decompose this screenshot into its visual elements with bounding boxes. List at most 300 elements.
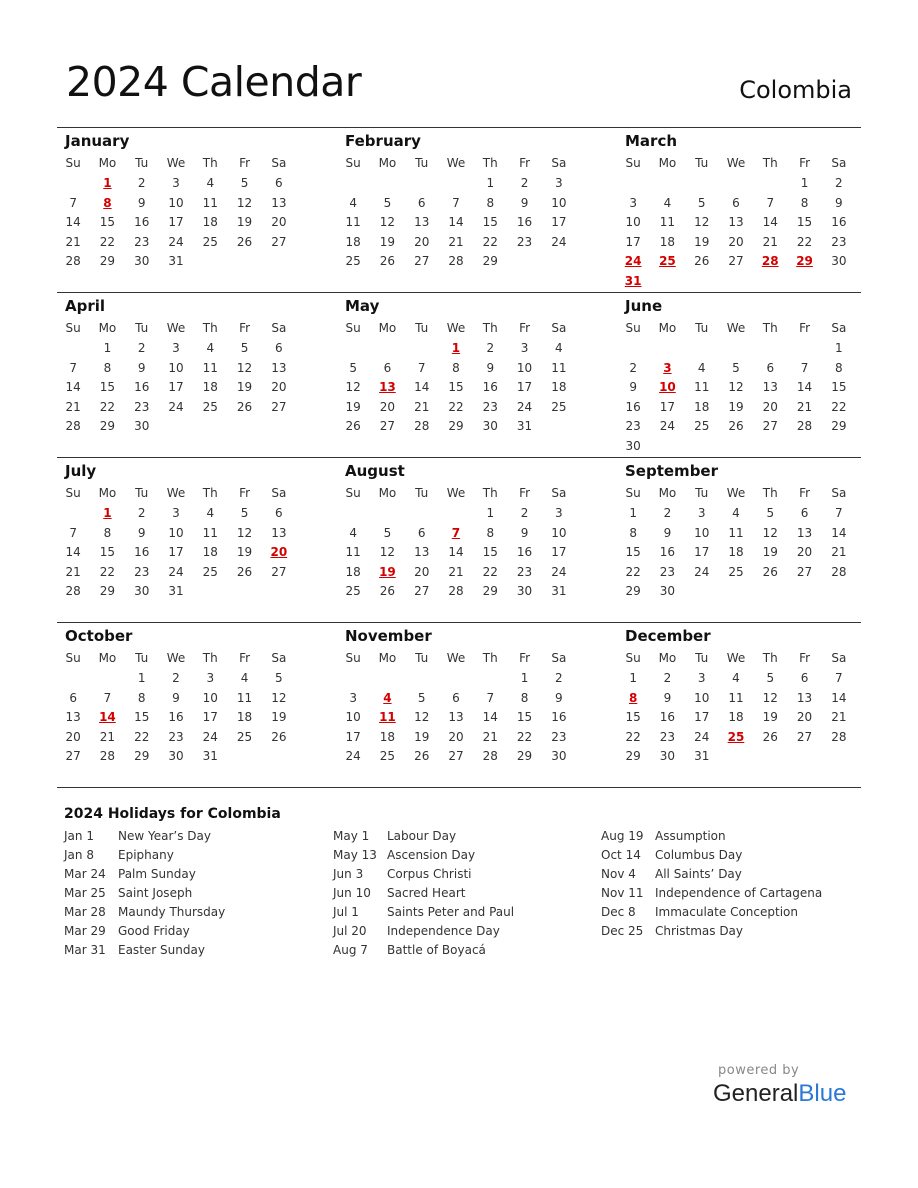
day-cell: 16 bbox=[168, 710, 184, 725]
day-cell bbox=[685, 339, 719, 359]
week-row bbox=[56, 582, 296, 602]
weekday-label: Mo bbox=[378, 321, 397, 335]
weekday-label: Sa bbox=[831, 321, 847, 335]
week-row bbox=[56, 339, 296, 359]
day-cell: 12 bbox=[762, 525, 778, 540]
day-cell: 26 bbox=[236, 234, 253, 249]
holiday-day-cell: 10 bbox=[659, 380, 676, 395]
day-cell: 9 bbox=[172, 690, 180, 705]
day-cell: 26 bbox=[728, 419, 744, 434]
day-cell: 23 bbox=[516, 564, 533, 579]
weekday-label: Fr bbox=[519, 486, 531, 500]
day-cell bbox=[753, 174, 787, 194]
day-cell: 6 bbox=[275, 506, 283, 520]
day-cell: 22 bbox=[99, 564, 116, 579]
week-row bbox=[616, 213, 856, 233]
holiday-day-cell: 4 bbox=[383, 690, 392, 705]
week-row bbox=[336, 504, 576, 524]
day-cell: 3 bbox=[555, 176, 563, 190]
day-cell: 19 bbox=[414, 729, 430, 744]
page-title: 2024 Calendar bbox=[66, 58, 362, 106]
holiday-item bbox=[601, 922, 822, 941]
day-cell: 14 bbox=[762, 215, 778, 230]
weekday-label: Sa bbox=[551, 321, 567, 335]
day-cell: 8 bbox=[452, 360, 460, 375]
week-row bbox=[616, 233, 856, 253]
day-cell: 18 bbox=[236, 710, 253, 725]
week-row bbox=[56, 504, 296, 524]
weekday-label: Th bbox=[762, 651, 778, 665]
day-cell: 12 bbox=[271, 690, 287, 705]
holiday-date: Aug 7 bbox=[333, 943, 368, 957]
day-cell: 8 bbox=[835, 360, 843, 375]
holidays-column bbox=[333, 827, 514, 960]
month-february bbox=[336, 130, 576, 272]
weekday-label: We bbox=[726, 486, 746, 500]
weekday-label: Th bbox=[202, 156, 218, 170]
week-row bbox=[616, 174, 856, 194]
day-cell: 11 bbox=[202, 360, 218, 375]
holiday-date: Aug 19 bbox=[601, 829, 644, 843]
week-row bbox=[56, 669, 296, 689]
day-cell: 17 bbox=[551, 215, 567, 230]
day-cell: 18 bbox=[202, 545, 218, 560]
day-cell: 2 bbox=[520, 506, 529, 520]
holiday-item bbox=[64, 922, 225, 941]
day-cell bbox=[542, 417, 576, 437]
day-cell: 9 bbox=[520, 525, 529, 540]
day-cell: 28 bbox=[99, 749, 116, 764]
weekday-label: Mo bbox=[98, 486, 117, 500]
week-row bbox=[336, 378, 576, 398]
day-cell bbox=[405, 339, 439, 359]
day-cell bbox=[753, 437, 787, 457]
weekday-label: Sa bbox=[271, 321, 287, 335]
day-cell: 18 bbox=[728, 710, 744, 725]
day-cell: 6 bbox=[383, 360, 392, 375]
day-cell: 13 bbox=[271, 525, 287, 540]
holiday-name: Palm Sunday bbox=[118, 867, 196, 881]
day-cell bbox=[262, 747, 296, 767]
week-row bbox=[56, 543, 296, 563]
day-cell: 10 bbox=[551, 195, 567, 210]
day-cell: 6 bbox=[275, 176, 283, 190]
day-cell: 18 bbox=[345, 564, 361, 579]
holiday-date: Nov 4 bbox=[601, 867, 636, 881]
day-cell: 2 bbox=[137, 506, 146, 520]
holiday-name: Saints Peter and Paul bbox=[387, 905, 515, 919]
day-cell: 20 bbox=[65, 729, 81, 744]
weekday-label: Tu bbox=[415, 486, 429, 500]
day-cell: 12 bbox=[379, 545, 396, 560]
weekday-label: Tu bbox=[135, 321, 149, 335]
day-cell: 9 bbox=[663, 525, 672, 540]
holiday-day-cell: 8 bbox=[628, 690, 638, 705]
weekday-header bbox=[616, 317, 856, 339]
weekday-label: Sa bbox=[271, 156, 287, 170]
brand-text-blue: Blue bbox=[798, 1080, 847, 1107]
day-cell: 10 bbox=[625, 215, 641, 230]
week-row bbox=[56, 378, 296, 398]
day-cell bbox=[787, 582, 821, 602]
day-cell: 24 bbox=[202, 729, 218, 744]
holiday-name: Labour Day bbox=[387, 829, 457, 843]
day-cell: 31 bbox=[516, 419, 533, 434]
day-cell: 12 bbox=[236, 195, 253, 210]
day-cell: 3 bbox=[172, 341, 180, 355]
day-cell: 1 bbox=[486, 176, 495, 190]
day-cell: 4 bbox=[206, 506, 215, 520]
day-cell bbox=[405, 504, 439, 524]
weekday-label: Sa bbox=[551, 486, 567, 500]
day-cell: 29 bbox=[134, 749, 150, 764]
day-cell: 21 bbox=[448, 234, 464, 249]
holiday-name: Saint Joseph bbox=[118, 886, 193, 900]
week-row bbox=[56, 233, 296, 253]
day-cell: 6 bbox=[732, 195, 740, 210]
holiday-day-cell: 24 bbox=[624, 254, 642, 269]
holiday-date: May 1 bbox=[333, 829, 370, 843]
day-cell: 8 bbox=[800, 195, 809, 210]
day-cell: 23 bbox=[551, 729, 567, 744]
day-cell: 20 bbox=[271, 380, 287, 395]
day-cell: 4 bbox=[555, 341, 563, 355]
holiday-date: Jul 1 bbox=[333, 905, 359, 919]
day-cell bbox=[193, 582, 227, 602]
day-cell: 9 bbox=[520, 195, 529, 210]
day-cell: 13 bbox=[65, 710, 81, 725]
day-cell bbox=[685, 174, 719, 194]
weekday-header bbox=[616, 647, 856, 669]
week-row bbox=[336, 708, 576, 728]
divider bbox=[57, 127, 861, 128]
day-cell: 4 bbox=[663, 195, 672, 210]
weekday-label: Fr bbox=[799, 156, 811, 170]
weekday-label: Su bbox=[625, 486, 641, 500]
weekday-header bbox=[336, 647, 576, 669]
weekday-label: Sa bbox=[271, 486, 287, 500]
day-cell: 12 bbox=[379, 215, 396, 230]
day-cell: 16 bbox=[516, 215, 533, 230]
day-cell: 3 bbox=[206, 671, 215, 685]
holiday-date: Dec 8 bbox=[601, 905, 636, 919]
day-cell: 22 bbox=[796, 234, 813, 249]
day-cell: 27 bbox=[271, 234, 287, 249]
day-cell bbox=[719, 582, 753, 602]
holiday-day-cell: 11 bbox=[379, 710, 396, 725]
day-cell: 18 bbox=[379, 729, 396, 744]
day-cell: 7 bbox=[766, 195, 775, 210]
day-cell: 6 bbox=[417, 195, 426, 210]
day-cell: 11 bbox=[659, 215, 676, 230]
day-cell bbox=[370, 669, 404, 689]
weekday-label: Fr bbox=[239, 321, 251, 335]
day-cell: 30 bbox=[659, 749, 676, 764]
holiday-date: Mar 31 bbox=[64, 943, 106, 957]
day-cell: 17 bbox=[659, 399, 676, 414]
day-cell: 2 bbox=[486, 341, 495, 355]
powered-by-text: powered by bbox=[718, 1063, 800, 1078]
holiday-item bbox=[601, 884, 822, 903]
day-cell: 5 bbox=[240, 176, 249, 190]
day-cell: 30 bbox=[134, 254, 150, 269]
weekday-label: Mo bbox=[658, 156, 677, 170]
day-cell bbox=[822, 582, 856, 602]
day-cell: 4 bbox=[349, 195, 357, 210]
day-cell: 17 bbox=[168, 380, 184, 395]
holiday-item bbox=[333, 827, 514, 846]
day-cell: 28 bbox=[65, 584, 81, 599]
day-cell: 28 bbox=[831, 564, 847, 579]
day-cell: 1 bbox=[486, 506, 495, 520]
day-cell: 1 bbox=[800, 176, 809, 190]
week-row bbox=[616, 689, 856, 709]
weekday-label: Fr bbox=[519, 156, 531, 170]
day-cell: 4 bbox=[206, 341, 215, 355]
weekday-label: Sa bbox=[551, 651, 567, 665]
week-row bbox=[336, 747, 576, 767]
day-cell bbox=[787, 339, 821, 359]
holiday-date: Mar 28 bbox=[64, 905, 106, 919]
day-cell: 23 bbox=[134, 564, 150, 579]
day-cell: 15 bbox=[448, 380, 464, 395]
weekday-label: Su bbox=[345, 156, 361, 170]
day-cell: 19 bbox=[379, 234, 396, 249]
day-cell: 8 bbox=[103, 360, 112, 375]
day-cell: 31 bbox=[694, 749, 710, 764]
weekday-label: We bbox=[166, 486, 186, 500]
day-cell: 27 bbox=[728, 254, 744, 269]
day-cell bbox=[685, 272, 719, 292]
holiday-item bbox=[601, 903, 822, 922]
weekday-label: Th bbox=[482, 321, 498, 335]
day-cell: 11 bbox=[728, 690, 744, 705]
day-cell: 15 bbox=[625, 710, 641, 725]
month-name: October bbox=[65, 627, 133, 645]
holiday-date: Mar 24 bbox=[64, 867, 106, 881]
day-cell: 7 bbox=[835, 506, 843, 520]
holiday-name: Sacred Heart bbox=[387, 886, 466, 900]
holiday-item bbox=[64, 941, 225, 960]
day-cell: 17 bbox=[694, 710, 710, 725]
day-cell: 20 bbox=[762, 399, 778, 414]
week-row bbox=[56, 708, 296, 728]
holiday-name: Epiphany bbox=[118, 848, 174, 862]
day-cell: 9 bbox=[137, 195, 146, 210]
day-cell: 3 bbox=[697, 671, 706, 685]
day-cell: 19 bbox=[345, 399, 361, 414]
week-row bbox=[616, 194, 856, 214]
day-cell: 31 bbox=[202, 749, 218, 764]
week-row bbox=[336, 339, 576, 359]
day-cell: 20 bbox=[414, 564, 430, 579]
week-row bbox=[616, 339, 856, 359]
weekday-label: Su bbox=[625, 321, 641, 335]
week-row bbox=[616, 437, 856, 457]
day-cell: 30 bbox=[659, 584, 676, 599]
weekday-label: Su bbox=[345, 321, 361, 335]
day-cell: 9 bbox=[663, 690, 672, 705]
day-cell bbox=[822, 272, 856, 292]
day-cell: 2 bbox=[663, 671, 672, 685]
day-cell: 14 bbox=[796, 380, 813, 395]
week-row bbox=[336, 524, 576, 544]
day-cell: 23 bbox=[831, 234, 847, 249]
weekday-label: Fr bbox=[239, 156, 251, 170]
holiday-name: All Saints’ Day bbox=[655, 867, 742, 881]
day-cell: 25 bbox=[551, 399, 567, 414]
day-cell: 27 bbox=[796, 564, 813, 579]
day-cell: 30 bbox=[134, 419, 150, 434]
day-cell: 25 bbox=[694, 419, 710, 434]
day-cell: 26 bbox=[236, 564, 253, 579]
week-row bbox=[336, 728, 576, 748]
day-cell: 24 bbox=[168, 564, 184, 579]
day-cell: 6 bbox=[452, 690, 460, 705]
day-cell: 9 bbox=[629, 380, 637, 395]
day-cell: 23 bbox=[134, 399, 150, 414]
day-cell: 17 bbox=[551, 545, 567, 560]
week-row bbox=[56, 194, 296, 214]
day-cell bbox=[685, 582, 719, 602]
day-cell: 11 bbox=[236, 690, 253, 705]
weekday-label: Th bbox=[202, 651, 218, 665]
day-cell: 1 bbox=[835, 341, 843, 355]
day-cell: 10 bbox=[694, 690, 710, 705]
day-cell: 4 bbox=[732, 671, 740, 685]
day-cell: 28 bbox=[448, 254, 464, 269]
day-cell bbox=[227, 417, 261, 437]
day-cell bbox=[370, 339, 404, 359]
day-cell bbox=[336, 174, 370, 194]
weekday-label: Mo bbox=[98, 651, 117, 665]
day-cell: 15 bbox=[99, 380, 116, 395]
day-cell: 21 bbox=[448, 564, 464, 579]
weekday-header bbox=[616, 482, 856, 504]
week-row bbox=[56, 359, 296, 379]
day-cell: 23 bbox=[659, 729, 676, 744]
day-cell: 5 bbox=[766, 506, 775, 520]
day-cell bbox=[650, 437, 684, 457]
weekday-label: Tu bbox=[135, 486, 149, 500]
day-cell: 28 bbox=[482, 749, 498, 764]
weekday-label: Mo bbox=[658, 486, 677, 500]
day-cell: 16 bbox=[831, 215, 847, 230]
day-cell: 8 bbox=[486, 195, 495, 210]
day-cell: 22 bbox=[134, 729, 150, 744]
day-cell: 25 bbox=[345, 584, 361, 599]
day-cell: 10 bbox=[694, 525, 710, 540]
week-row bbox=[56, 398, 296, 418]
holiday-item bbox=[64, 884, 225, 903]
holiday-name: Ascension Day bbox=[387, 848, 476, 862]
day-cell: 16 bbox=[516, 545, 533, 560]
day-cell: 14 bbox=[448, 545, 464, 560]
holiday-day-cell: 1 bbox=[103, 506, 112, 520]
day-cell: 9 bbox=[555, 690, 563, 705]
divider bbox=[57, 457, 861, 458]
day-cell bbox=[336, 504, 370, 524]
day-cell bbox=[787, 272, 821, 292]
month-name: June bbox=[625, 297, 663, 315]
day-cell: 13 bbox=[414, 215, 430, 230]
month-name: September bbox=[625, 462, 718, 480]
week-row bbox=[616, 728, 856, 748]
weekday-label: Sa bbox=[831, 486, 847, 500]
holiday-name: Independence Day bbox=[387, 924, 500, 938]
week-row bbox=[616, 398, 856, 418]
day-cell bbox=[787, 747, 821, 767]
day-cell bbox=[56, 339, 90, 359]
day-cell bbox=[439, 504, 473, 524]
week-row bbox=[616, 563, 856, 583]
day-cell: 24 bbox=[345, 749, 361, 764]
week-row bbox=[56, 728, 296, 748]
day-cell: 13 bbox=[728, 215, 744, 230]
weekday-label: We bbox=[166, 321, 186, 335]
day-cell: 2 bbox=[172, 671, 180, 685]
day-cell: 15 bbox=[831, 380, 847, 395]
holidays-column bbox=[601, 827, 822, 941]
day-cell bbox=[753, 747, 787, 767]
day-cell: 19 bbox=[236, 215, 253, 230]
week-row bbox=[56, 524, 296, 544]
weekday-header bbox=[616, 152, 856, 174]
divider bbox=[57, 292, 861, 293]
day-cell: 5 bbox=[349, 360, 357, 375]
month-august bbox=[336, 460, 576, 602]
day-cell: 14 bbox=[831, 525, 847, 540]
day-cell: 17 bbox=[168, 215, 184, 230]
weekday-label: Mo bbox=[658, 651, 677, 665]
day-cell: 27 bbox=[796, 729, 813, 744]
day-cell: 9 bbox=[835, 195, 843, 210]
day-cell: 23 bbox=[134, 234, 150, 249]
week-row bbox=[336, 543, 576, 563]
day-cell: 7 bbox=[835, 671, 843, 685]
day-cell bbox=[336, 339, 370, 359]
day-cell: 25 bbox=[379, 749, 396, 764]
weekday-label: Tu bbox=[135, 651, 149, 665]
day-cell: 11 bbox=[345, 215, 361, 230]
weekday-label: Tu bbox=[415, 321, 429, 335]
day-cell: 5 bbox=[240, 506, 249, 520]
day-cell bbox=[56, 504, 90, 524]
day-cell: 30 bbox=[551, 749, 567, 764]
day-cell bbox=[370, 174, 404, 194]
day-cell: 5 bbox=[732, 360, 740, 375]
day-cell bbox=[439, 174, 473, 194]
month-name: January bbox=[65, 132, 130, 150]
weekday-label: Tu bbox=[695, 321, 709, 335]
day-cell: 29 bbox=[448, 419, 464, 434]
holiday-date: Oct 14 bbox=[601, 848, 641, 862]
month-april bbox=[56, 295, 296, 437]
weekday-label: Fr bbox=[519, 321, 531, 335]
day-cell: 11 bbox=[202, 195, 218, 210]
weekday-label: We bbox=[446, 156, 466, 170]
day-cell: 21 bbox=[762, 234, 778, 249]
day-cell: 1 bbox=[629, 671, 637, 685]
day-cell: 7 bbox=[452, 195, 460, 210]
day-cell: 24 bbox=[551, 234, 567, 249]
day-cell bbox=[719, 174, 753, 194]
weekday-header bbox=[336, 482, 576, 504]
day-cell bbox=[336, 669, 370, 689]
day-cell: 15 bbox=[482, 545, 498, 560]
day-cell: 6 bbox=[800, 671, 809, 685]
day-cell: 28 bbox=[65, 254, 81, 269]
